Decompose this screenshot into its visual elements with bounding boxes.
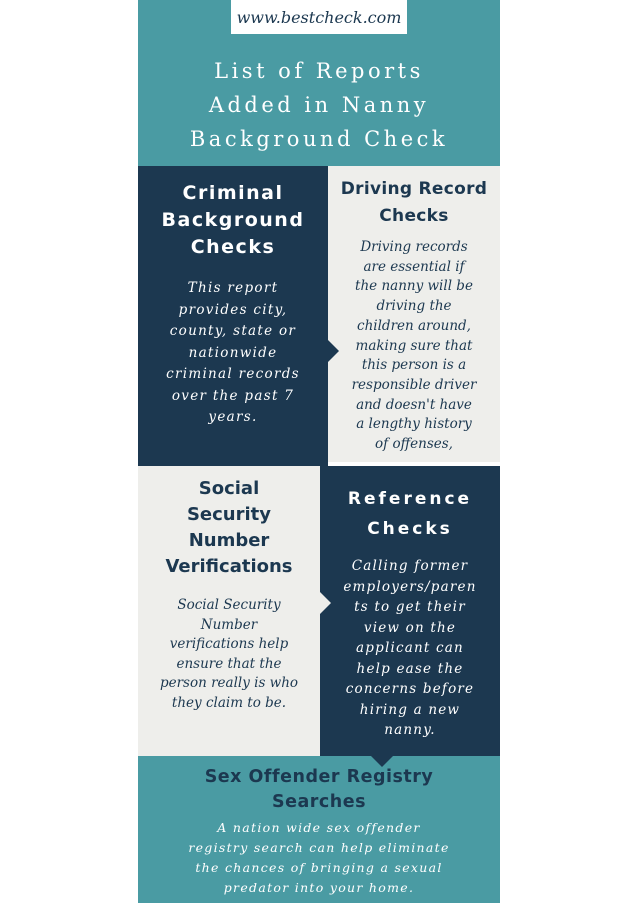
body-line: responsible driver (351, 376, 477, 393)
body-line: making sure that (355, 337, 473, 354)
body-line: they claim to be. (171, 694, 287, 711)
heading-line: Verifications (165, 556, 293, 577)
body-line: Number (200, 616, 258, 633)
infographic-title (138, 54, 500, 156)
body-line: registry search can help eliminate (188, 840, 450, 855)
body-line: a lengthy history (356, 416, 472, 433)
body-line: criminal records (166, 366, 300, 382)
body-line: nationwide (188, 344, 278, 361)
heading-line: Number (188, 530, 270, 551)
heading-line: Security (186, 504, 272, 525)
body-line: ts to get their (354, 599, 466, 615)
section-heading (328, 176, 500, 230)
body-line: Driving records (360, 239, 468, 255)
arrow-down-icon (371, 756, 393, 767)
section-heading (320, 484, 500, 544)
arrow-right-icon (328, 340, 339, 362)
heading-line: Driving Record (340, 179, 488, 199)
heading-line: Sex Offender Registry (204, 767, 434, 787)
body-line: Calling former (351, 558, 469, 574)
body-line: years. (208, 409, 258, 425)
heading-line: Checks (190, 236, 276, 258)
body-line: Social Security (177, 597, 281, 613)
heading-line: Searches (271, 792, 367, 812)
title-line: List of Reports (214, 59, 424, 83)
body-line: hiring a new (359, 701, 461, 718)
section-driving-record (328, 166, 500, 462)
section-reference-checks (320, 466, 500, 756)
body-line: nanny. (384, 722, 436, 738)
section-ssn-verification (138, 466, 320, 756)
title-line: Added in Nanny (208, 93, 430, 117)
body-line: of offenses, (375, 436, 453, 453)
section-heading (138, 180, 328, 261)
body-line: and doesn't have (356, 396, 472, 413)
body-line: person really is who (159, 675, 299, 692)
body-line: employers/paren (343, 578, 477, 595)
section-heading (138, 765, 500, 815)
body-line: view on the (363, 619, 457, 636)
body-line: help ease the (356, 660, 464, 677)
section-heading (138, 476, 320, 580)
body-line: county, state or (169, 323, 297, 339)
body-line: concerns before (345, 681, 475, 697)
section-body (320, 556, 500, 741)
body-line: predator into your home. (223, 880, 415, 895)
section-body (138, 278, 328, 429)
body-line: over the past 7 (171, 387, 295, 404)
heading-line: Background (161, 209, 305, 231)
heading-line: Reference (347, 489, 473, 509)
body-line: this person is a (361, 357, 467, 374)
body-line: This report (187, 280, 279, 296)
arrow-right-icon (320, 592, 331, 614)
section-criminal-background (138, 166, 328, 466)
title-line: Background Check (189, 127, 449, 151)
infographic (138, 0, 500, 903)
body-line: children around, (357, 317, 471, 334)
heading-line: Checks (379, 206, 449, 226)
heading-line: Criminal (182, 182, 284, 204)
body-line: applicant can (356, 640, 464, 656)
section-sex-offender-registry (138, 756, 500, 903)
section-body (328, 238, 500, 455)
body-line: are essential if (363, 258, 465, 275)
body-line: driving the (376, 298, 452, 315)
body-line: the chances of bringing a sexual (195, 860, 443, 875)
website-url[interactable]: www.bestcheck.com (231, 0, 407, 34)
section-body (138, 818, 500, 898)
body-line: A nation wide sex offender (217, 820, 421, 835)
body-line: ensure that the (176, 655, 282, 672)
heading-line: Social (198, 478, 260, 499)
body-line: the nanny will be (355, 278, 473, 295)
body-line: verifications help (169, 636, 289, 653)
body-line: provides city, (178, 301, 288, 318)
heading-line: Checks (367, 519, 453, 539)
section-body (138, 596, 320, 714)
